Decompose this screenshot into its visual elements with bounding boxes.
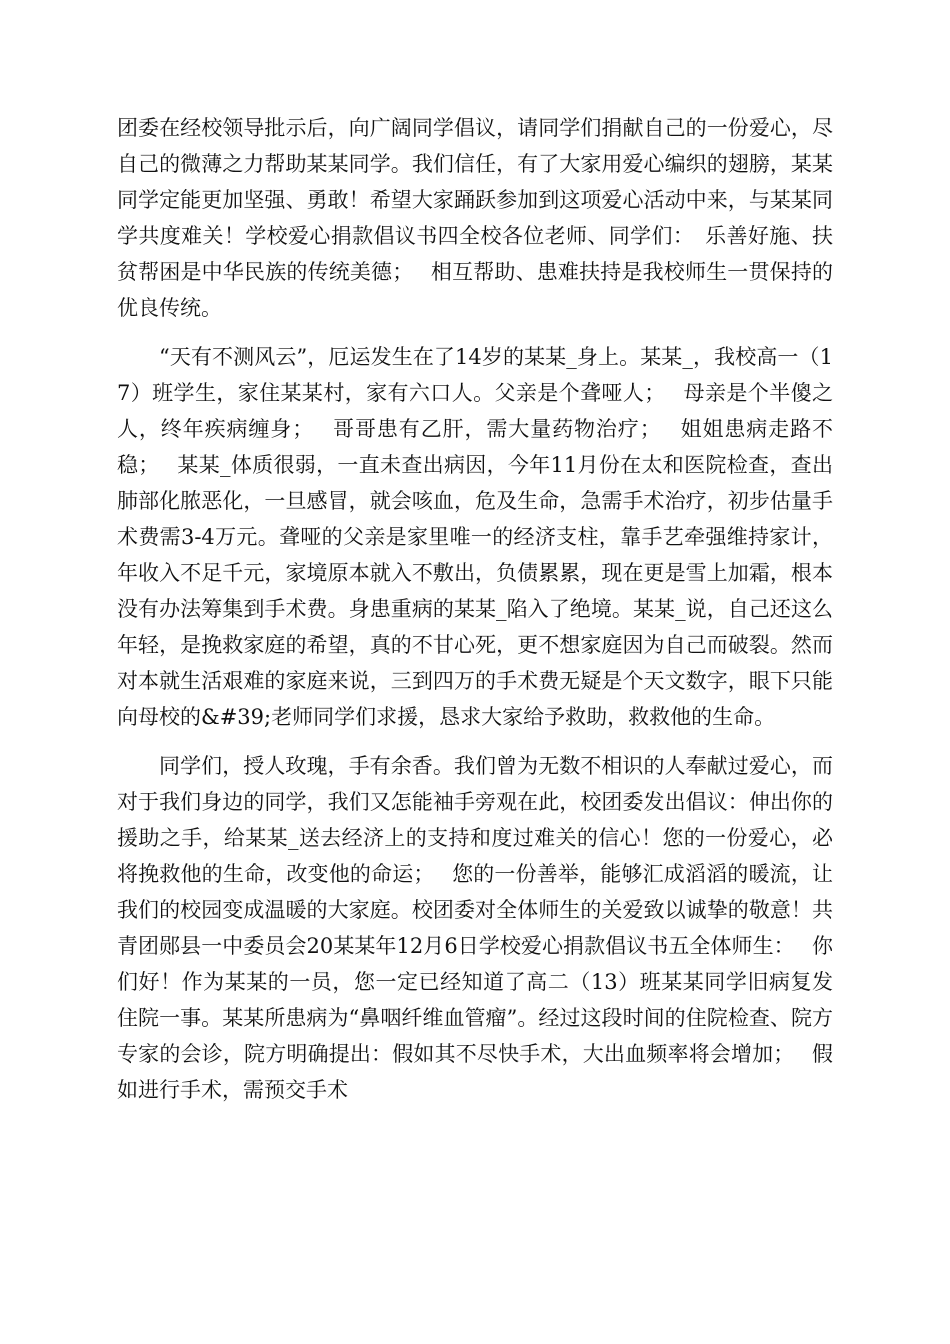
document-body [117, 110, 833, 1121]
paragraph-1: 团委在经校领导批示后，向广阔同学倡议，请同学们捐献自己的一份爱心，尽自己的微薄之力帮助某某同学。我们信任，有了大家用爱心编织的翅膀，某某同学定能更加坚强、勇敢！希望大家踊跃参加到这项爱心活动中来，与某某同学共度难关！学校爱心捐款倡议书四全校各位老师、同学们： 乐善好施、扶贫帮困是中华民族的传统美德； 相互帮助、患难扶持是我校师生一贯保持的优良传统。 [117, 116, 833, 320]
paragraph-2: “天有不测风云”，厄运发生在了14岁的某某_身上。某某_，我校高一（17）班学生，家住某某村，家有六口人。父亲是个聋哑人； 母亲是个半傻之人，终年疾病缠身； 哥哥患有乙肝，需大量药物治疗； 姐姐患病走路不稳； 某某_体质很弱，一直未查出病因，今年11月份在太和医院检查，查出肺部化脓恶化，一旦感冒，就会咳血，危及生命，急需手术治疗，初步估量手术费需3-4万元。聋哑的父亲是家里唯一的经济支柱，靠手艺牵强维持家计，年收入不足千元，家境原本就入不敷出，负债累累，现在更是雪上加霜，根本没有办法筹集到手术费。身患重病的某某_陷入了绝境。某某_说，自己还这么年轻，是挽救家庭的希望，真的不甘心死，更不想家庭因为自己而破裂。然而对本就生活艰难的家庭来说，三到四万的手术费无疑是个天文数字，眼下只能向母校的&#39;老师同学们求援，恳求大家给予救助，救救他的生命。 [117, 345, 833, 729]
paragraph-3: 同学们，授人玫瑰，手有余香。我们曾为无数不相识的人奉献过爱心，而对于我们身边的同学，我们又怎能袖手旁观在此，校团委发出倡议：伸出你的援助之手，给某某_送去经济上的支持和度过难关的信心！您的一份爱心，必将挽救他的生命，改变他的命运； 您的一份善举，能够汇成滔滔的暖流，让我们的校园变成温暖的大家庭。校团委对全体师生的关爱致以诚挚的敬意！共青团郧县一中委员会20某某年12月6日学校爱心捐款倡议书五全体师生： 你们好！作为某某的一员，您一定已经知道了高二（13）班某某同学旧病复发住院一事。某某所患病为“鼻咽纤维血管瘤”。经过这段时间的住院检查、院方专家的会诊，院方明确提出：假如其不尽快手术，大出血频率将会增加； 假如进行手术，需预交手术 [117, 754, 833, 1102]
